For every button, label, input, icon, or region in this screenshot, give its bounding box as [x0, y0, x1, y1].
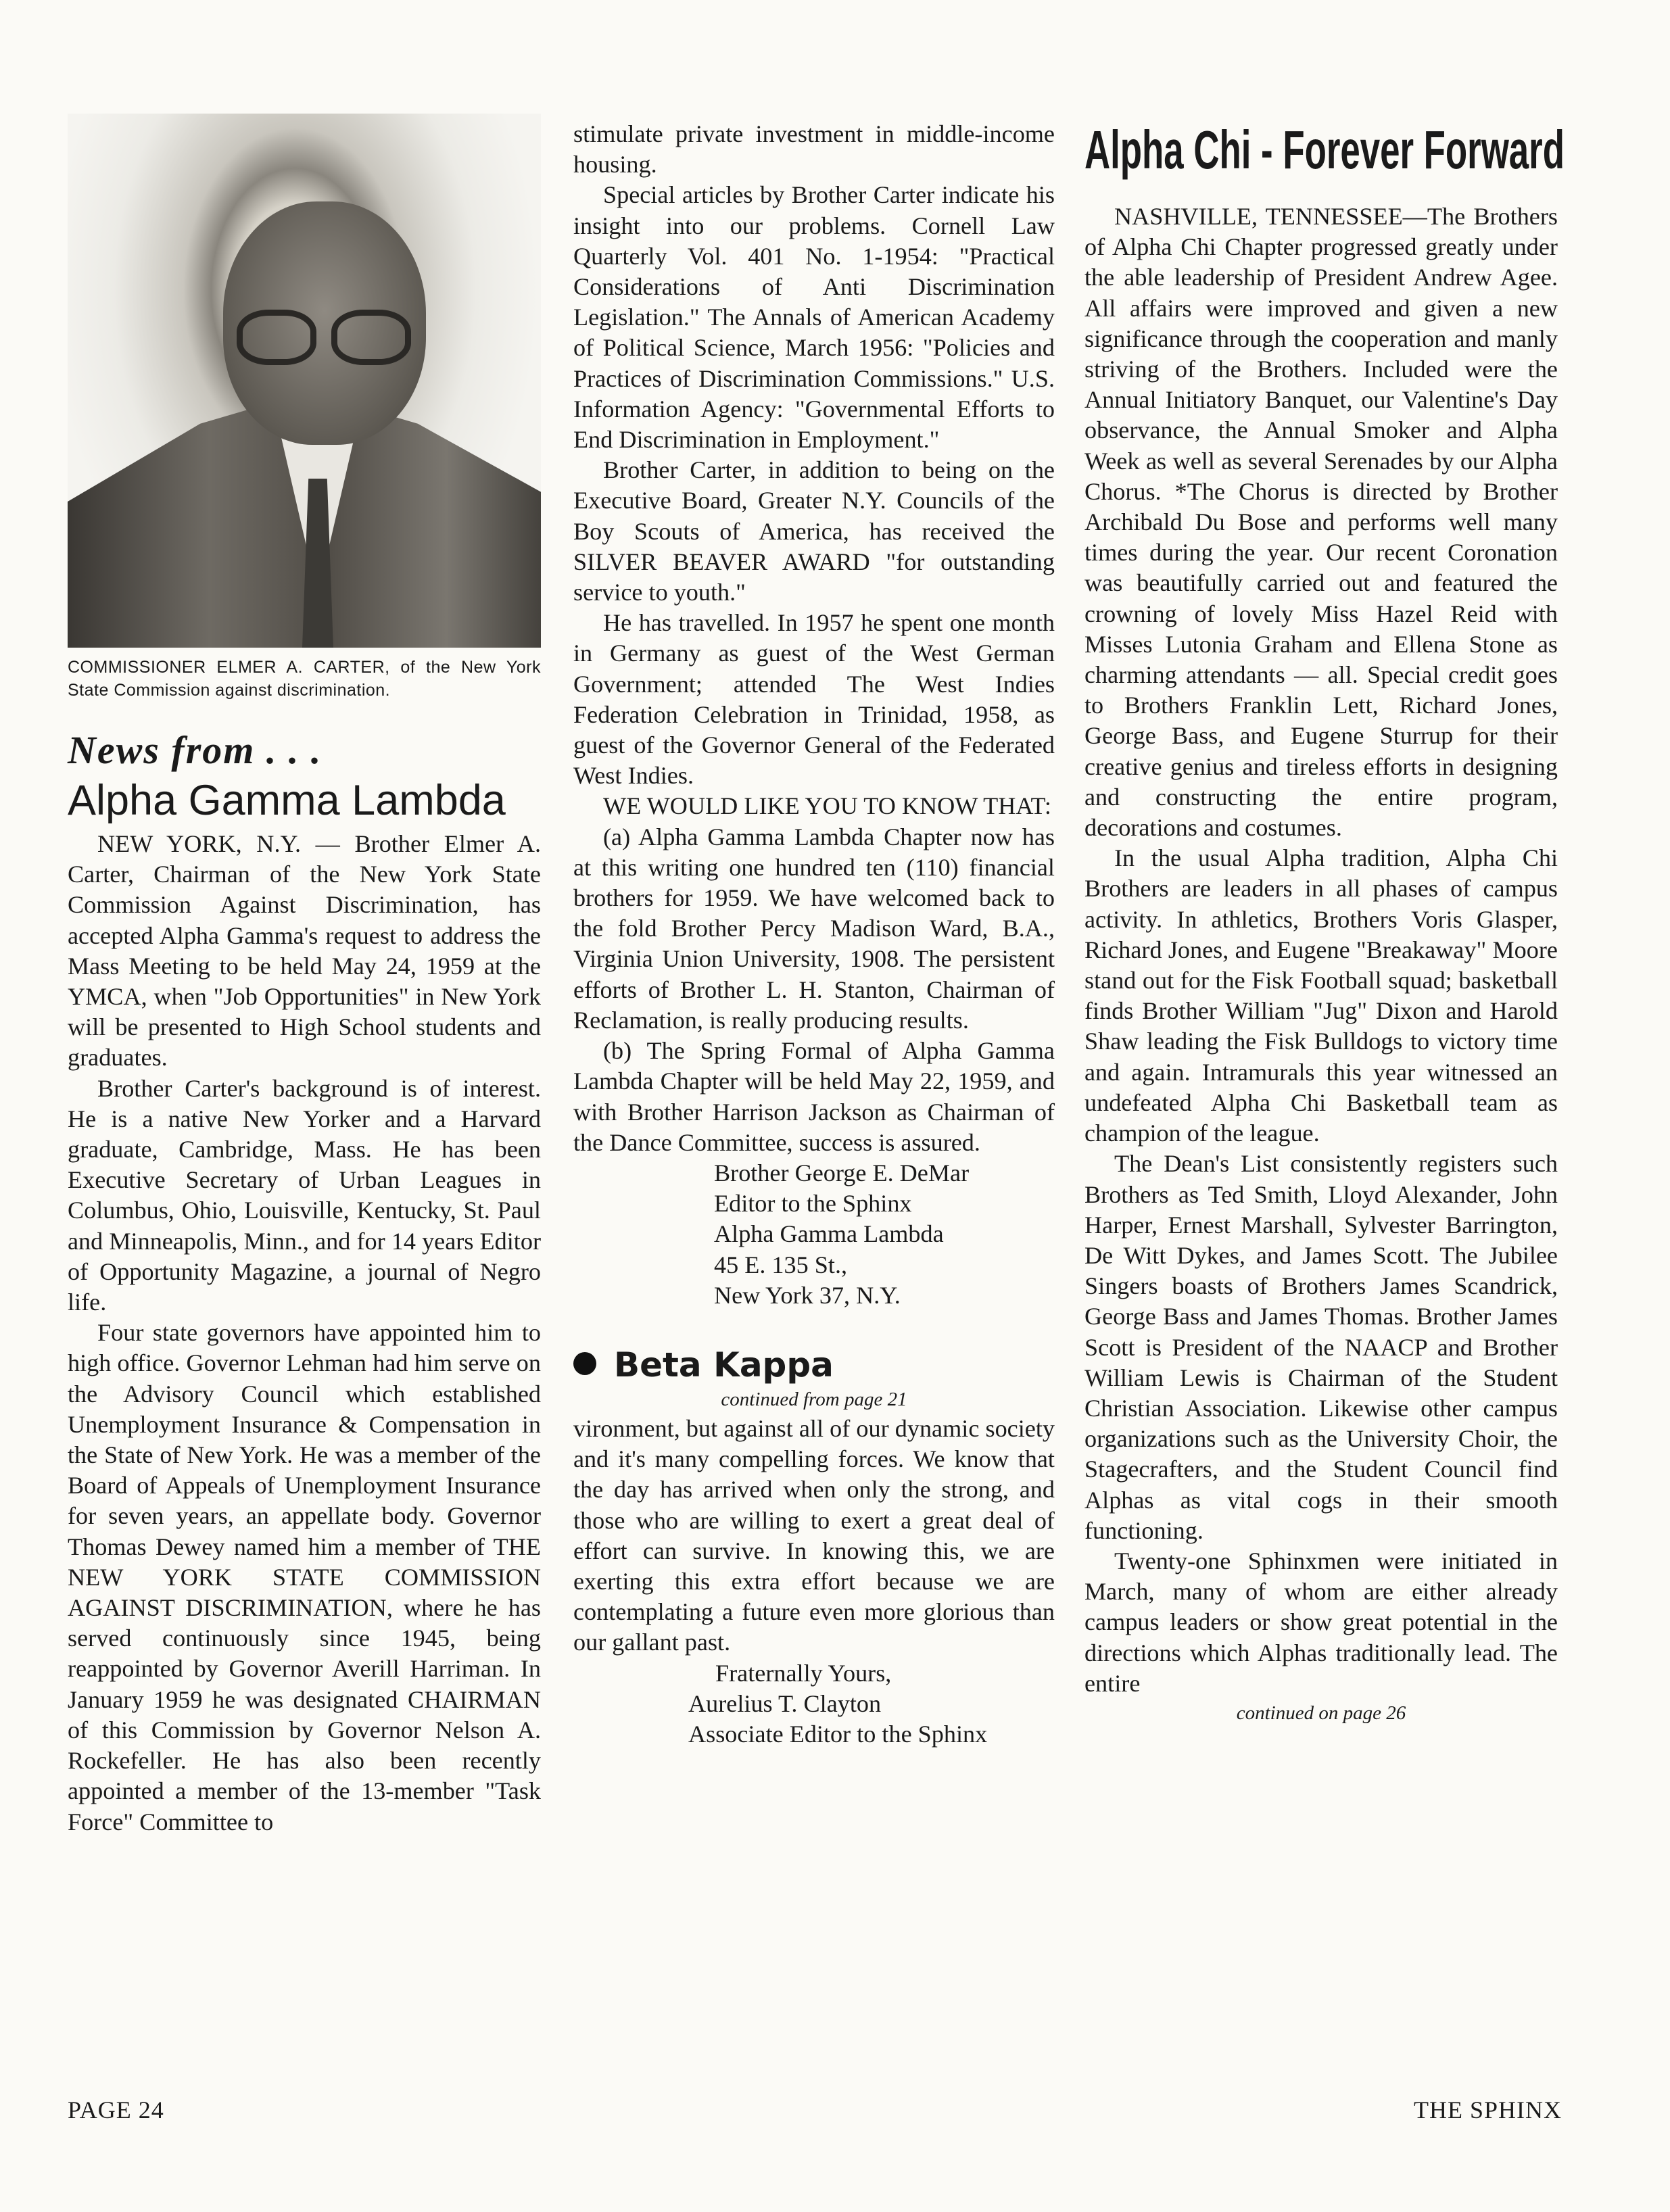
article-paragraph: Twenty-one Sphinxmen were initiated in March, many of whom are either already campus leaders or show great potential in the directions which Alphas traditionally lead. The entire [1084, 1547, 1558, 1697]
signature-block [573, 1658, 1055, 1750]
continued-from: continued from page 21 [721, 1388, 907, 1410]
signature-line: Editor to the Sphinx [714, 1190, 912, 1218]
beta-kappa-title: Beta Kappa [614, 1345, 834, 1385]
bullet-icon [573, 1352, 596, 1375]
alpha-gamma-lambda-title: Alpha Gamma Lambda [68, 777, 506, 824]
photo-caption: COMMISSIONER ELMER A. CARTER, of the New York State Commission against discrimination. [68, 658, 541, 700]
article-paragraph: stimulate private investment in middle-income housing. [573, 120, 1055, 178]
article-paragraph: WE WOULD LIKE YOU TO KNOW THAT: [603, 792, 1051, 820]
article-paragraph: vironment, but against all of our dynamic society and it's many compelling forces. We know that the day has arrived when only the strong, and those who are willing to exert a great deal of effort can survive. In knowing this, we are exerting this extra effort because we are contemplating a future even more glorious than our gallant past. [573, 1414, 1055, 1656]
signature-line: Alpha Gamma Lambda [714, 1220, 944, 1248]
signature-block [573, 1158, 1055, 1311]
publication-name: THE SPHINX [1413, 2096, 1562, 2123]
article-paragraph: (a) Alpha Gamma Lambda Chapter now has at this writing one hundred ten (110) financial brothers for 1959. We have welcomed back to the fold Brother Percy Madison Ward, B.A., Virginia Union University, 1908. The persistent efforts of Brother L. H. Stanton, Chairman of Reclamation, is really producing results. [573, 823, 1055, 1034]
column-3 [1084, 119, 1565, 1727]
article-paragraph: He has travelled. In 1957 he spent one month in Germany as guest of the West German Government; attended The West Indies Federation Celebration in Trinidad, 1958, as guest of the Governor General of the Federated West Indies. [573, 609, 1055, 790]
article-paragraph: The Dean's List consistently registers such Brothers as Ted Smith, Lloyd Alexander, John Harper, Ernest Marshall, Sylvester Barrington, De Witt Dykes, and James Scott. The Jubilee Singers boasts of Brothers James Scandrick, George Bass and James Thomas. Brother James Scott is President of the NAACP and Brother William Lewis is Chairman of the Student Christian Association. Likewise other campus organizations such as the University Choir, the Stagecrafters, and the Student Council find Alphas as vital cogs in their smooth functioning. [1084, 1150, 1558, 1544]
article-paragraph: Brother Carter, in addition to being on the Executive Board, Greater N.Y. Councils of the Boy Scouts of America, has received the SILVER BEAVER AWARD "for outstanding service to youth." [573, 456, 1055, 606]
alpha-chi-title: Alpha Chi - Forever Forward [1084, 120, 1565, 180]
article-paragraph: In the usual Alpha tradition, Alpha Chi Brothers are leaders in all phases of campus activity. In athletics, Brothers Voris Glasper, Richard Jones, and Eugene "Breakaway" Moore stand out for the Fisk Football squad; basketball finds Brother William "Jug" Dixon and Harold Shaw leading the Fisk Bulldogs to victory time and again. Intramurals this year witnessed an undefeated Alpha Chi Basketball team as champion of the league. [1084, 844, 1558, 1147]
signature-line: 45 E. 135 St., [714, 1251, 848, 1278]
beta-kappa-heading [573, 1345, 1055, 1385]
article-paragraph: NEW YORK, N.Y. — Brother Elmer A. Carter, Chairman of the New York State Commission Against Discrimination, has accepted Alpha Gamma's request to address the Mass Meeting to be held May 24, 1959 at the YMCA, when "Job Opportunities" in New York will be presented to High School students and graduates. [68, 830, 541, 1072]
portrait-photo [68, 114, 541, 648]
article-paragraph: Four state governors have appointed him to high office. Governor Lehman had him serve on the Advisory Council which established Unemployment Insurance & Compensation in the State of New York. He was a member of the Board of Appeals of Unemployment Insurance for seven years, an appellate body. Governor Thomas Dewey named him a member of THE NEW YORK STATE COMMISSION AGAINST DISCRIMINATION, where he has served continuously since 1945, being reappointed by Governor Averill Harriman. In January 1959 he was designated CHAIRMAN of this Commission by Governor Nelson A. Rockefeller. He has also been recently appointed a member of the 13-member "Task Force" Committee to [68, 1319, 541, 1835]
column-1 [68, 114, 541, 1837]
page-number: PAGE 24 [68, 2096, 164, 2123]
signature-line: New York 37, N.Y. [714, 1281, 901, 1309]
article-paragraph: NASHVILLE, TENNESSEE—The Brothers of Alpha Chi Chapter progressed greatly under the able leadership of President Andrew Agee. All affairs were improved and given a new significance through the cooperation and manly striving of the Brothers. Included were the Annual Initiatory Banquet, our Valentine's Day observance, the Annual Smoker and Alpha Week as well as several Serenades by our Alpha Chorus. *The Chorus is directed by Brother Archibald Du Bose and performs well many times during the year. Our recent Coronation was beautifully carried out and featured the crowning of lovely Miss Hazel Reid with Misses Lutonia Graham and Ellena Stone as charming attendants — all. Special credit goes to Brothers Franklin Lett, Richard Jones, George Bass, and Eugene Sturrup for their creative genius and tireless efforts in designing and constructing the entire program, decorations and costumes. [1084, 203, 1558, 842]
column-2 [573, 119, 1055, 1750]
signature-line: Brother George E. DeMar [714, 1159, 970, 1186]
article-paragraph: (b) The Spring Formal of Alpha Gamma Lambda Chapter will be held May 22, 1959, and with Brother Harrison Jackson as Chairman of the Dance Committee, success is assured. [573, 1037, 1055, 1156]
news-from-heading: News from . . . [68, 728, 323, 772]
article-paragraph: Brother Carter's background is of interest. He is a native New Yorker and a Harvard graduate, Cambridge, Mass. He has been Executive Secretary of Urban Leagues in Columbus, Ohio, Louisville, Kentucky, St. Paul and Minneapolis, Minn., and for 14 years Editor of Opportunity Magazine, a journal of Negro life. [68, 1074, 541, 1316]
signature-line: Aurelius T. Clayton [688, 1689, 882, 1717]
signature-line: Fraternally Yours, [715, 1659, 892, 1687]
continued-on: continued on page 26 [1236, 1702, 1406, 1724]
signature-line: Associate Editor to the Sphinx [688, 1720, 988, 1748]
article-paragraph: Special articles by Brother Carter indicate his insight into our problems. Cornell Law Quarterly Vol. 401 No. 1-1954: "Practical Considerations of Anti Discrimination Legislation." The Annals of American Academy of Political Science, March 1956: "Policies and Practices of Discrimination Commissions." U.S. Information Agency: "Governmental Efforts to End Discrimination in Employment." [573, 181, 1055, 454]
